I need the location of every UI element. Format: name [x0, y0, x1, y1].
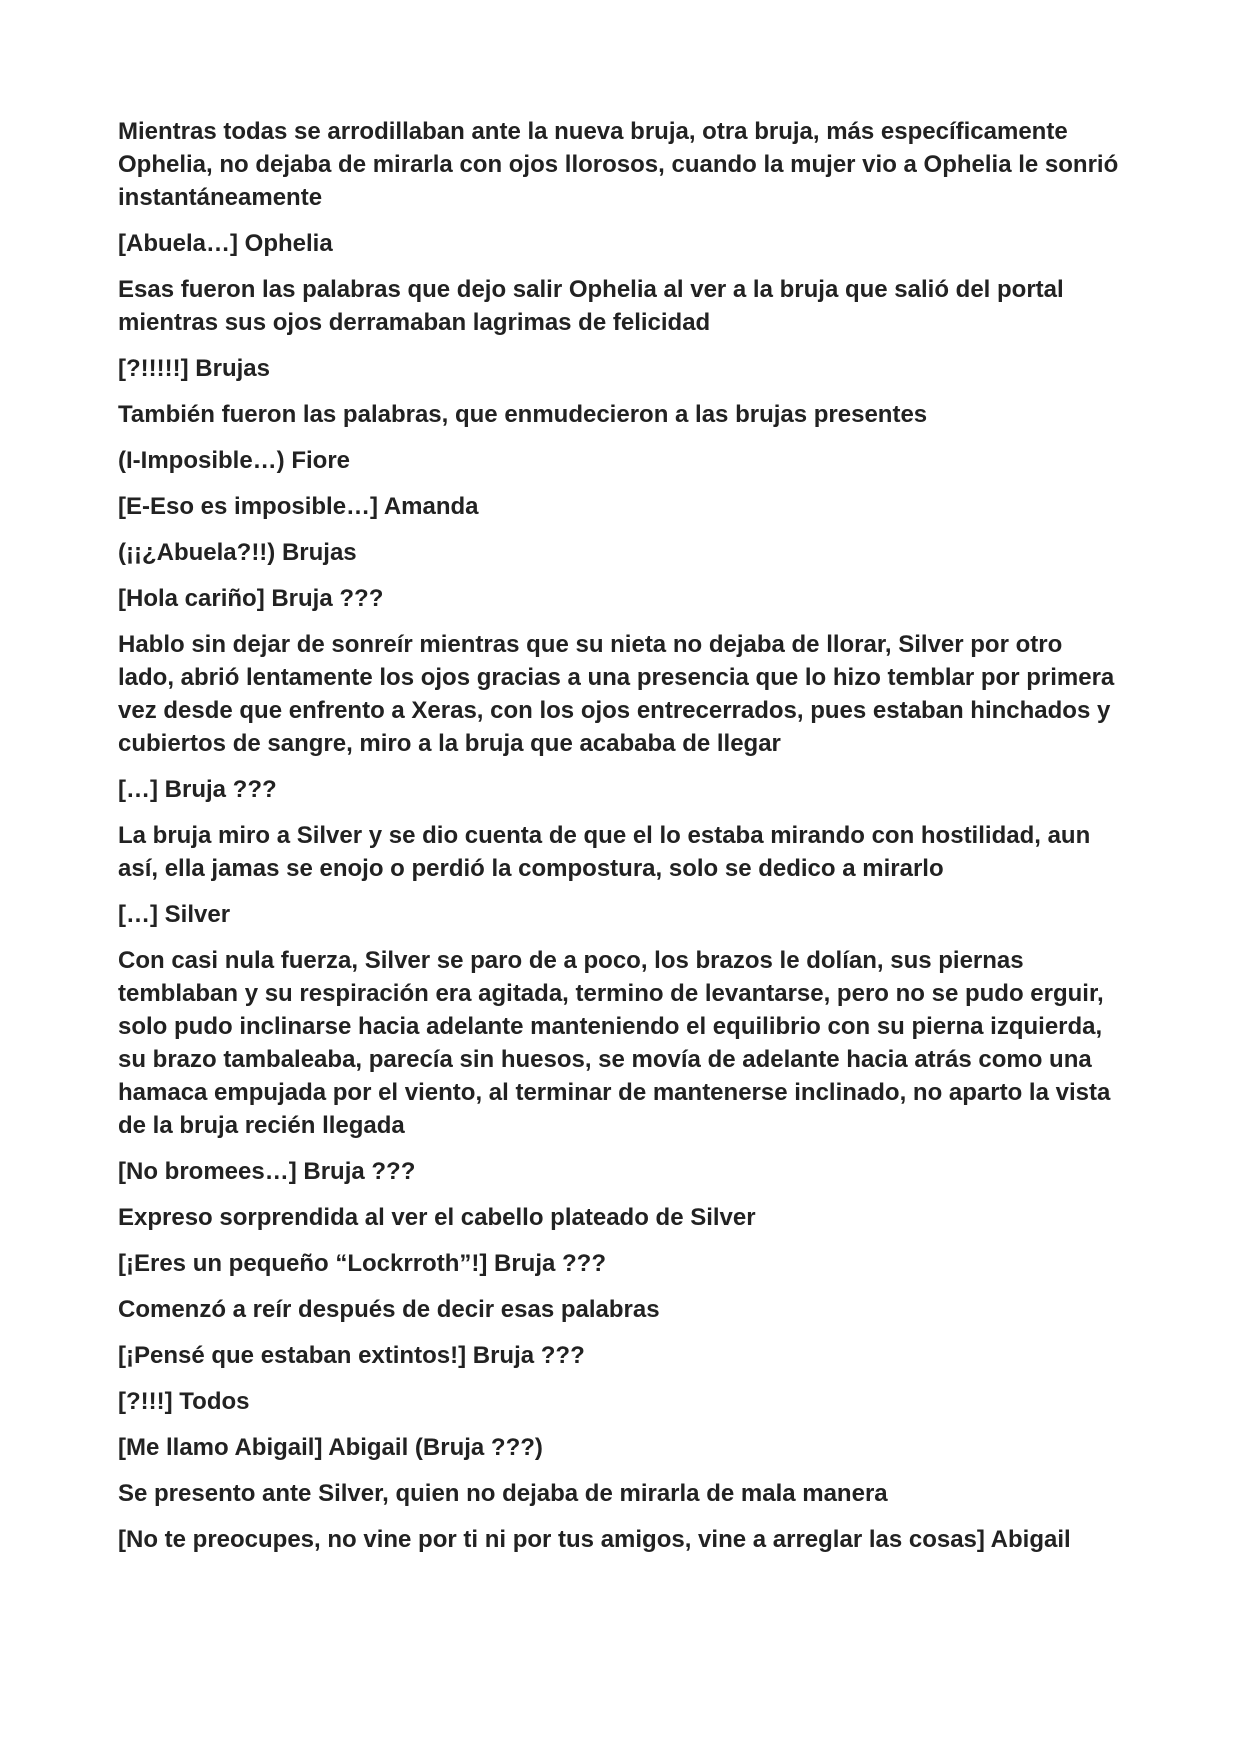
paragraph-18: Comenzó a reír después de decir esas palabras — [118, 1296, 660, 1323]
paragraph-2: [Abuela…] Ophelia — [118, 230, 333, 257]
paragraph-3: Esas fueron las palabras que dejo salir Ophelia al ver a la bruja que salió del portal mientras sus ojos derramaban lagrimas de felicidad — [118, 276, 1064, 336]
paragraph-1: Mientras todas se arrodillaban ante la nueva bruja, otra bruja, más específicamente Ophelia, no dejaba de mirarla con ojos llorosos, cuando la mujer vio a Ophelia le sonrió instantáneamente — [118, 118, 1119, 211]
paragraph-17: [¡Eres un pequeño “Lockrroth”!] Bruja ??? — [118, 1250, 607, 1277]
paragraph-7: [E-Eso es imposible…] Amanda — [118, 493, 479, 520]
paragraph-11: […] Bruja ??? — [118, 776, 277, 803]
paragraph-4: [?!!!!!] Brujas — [118, 355, 270, 382]
paragraph-14: Con casi nula fuerza, Silver se paro de a poco, los brazos le dolían, sus piernas temblaban y su respiración era agitada, termino de levantarse, pero no se pudo erguir, solo pudo inclinarse hacia adelante manteniendo el equilibrio con su pierna izquierda, su brazo tambaleaba, parecía sin huesos, se movía de adelante hacia atrás como una hamaca empujada por el viento, al terminar de mantenerse inclinado, no aparto la vista de la bruja recién llegada — [118, 947, 1111, 1139]
paragraph-15: [No bromees…] Bruja ??? — [118, 1158, 416, 1185]
paragraph-23: [No te preocupes, no vine por ti ni por tus amigos, vine a arreglar las cosas] Abigail — [118, 1526, 1071, 1553]
paragraph-12: La bruja miro a Silver y se dio cuenta de que el lo estaba mirando con hostilidad, aun así, ella jamas se enojo o perdió la compostura, solo se dedico a mirarlo — [118, 822, 1091, 882]
document-body — [118, 115, 1123, 1569]
paragraph-6: (I-Imposible…) Fiore — [118, 447, 351, 474]
paragraph-8: (¡¡¿Abuela?!!) Brujas — [118, 539, 357, 566]
paragraph-19: [¡Pensé que estaban extintos!] Bruja ??? — [118, 1342, 585, 1369]
paragraph-21: [Me llamo Abigail] Abigail (Bruja ???) — [118, 1434, 543, 1461]
paragraph-10: Hablo sin dejar de sonreír mientras que su nieta no dejaba de llorar, Silver por otro lado, abrió lentamente los ojos gracias a una presencia que lo hizo temblar por primera vez desde que enfrento a Xeras, con los ojos entrecerrados, pues estaban hinchados y cubiertos de sangre, miro a la bruja que acababa de llegar — [118, 631, 1115, 757]
paragraph-5: También fueron las palabras, que enmudecieron a las brujas presentes — [118, 401, 928, 428]
paragraph-16: Expreso sorprendida al ver el cabello plateado de Silver — [118, 1204, 756, 1231]
paragraph-20: [?!!!] Todos — [118, 1388, 250, 1415]
paragraph-13: […] Silver — [118, 901, 231, 928]
paragraph-22: Se presento ante Silver, quien no dejaba de mirarla de mala manera — [118, 1480, 888, 1507]
paragraph-9: [Hola cariño] Bruja ??? — [118, 585, 384, 612]
